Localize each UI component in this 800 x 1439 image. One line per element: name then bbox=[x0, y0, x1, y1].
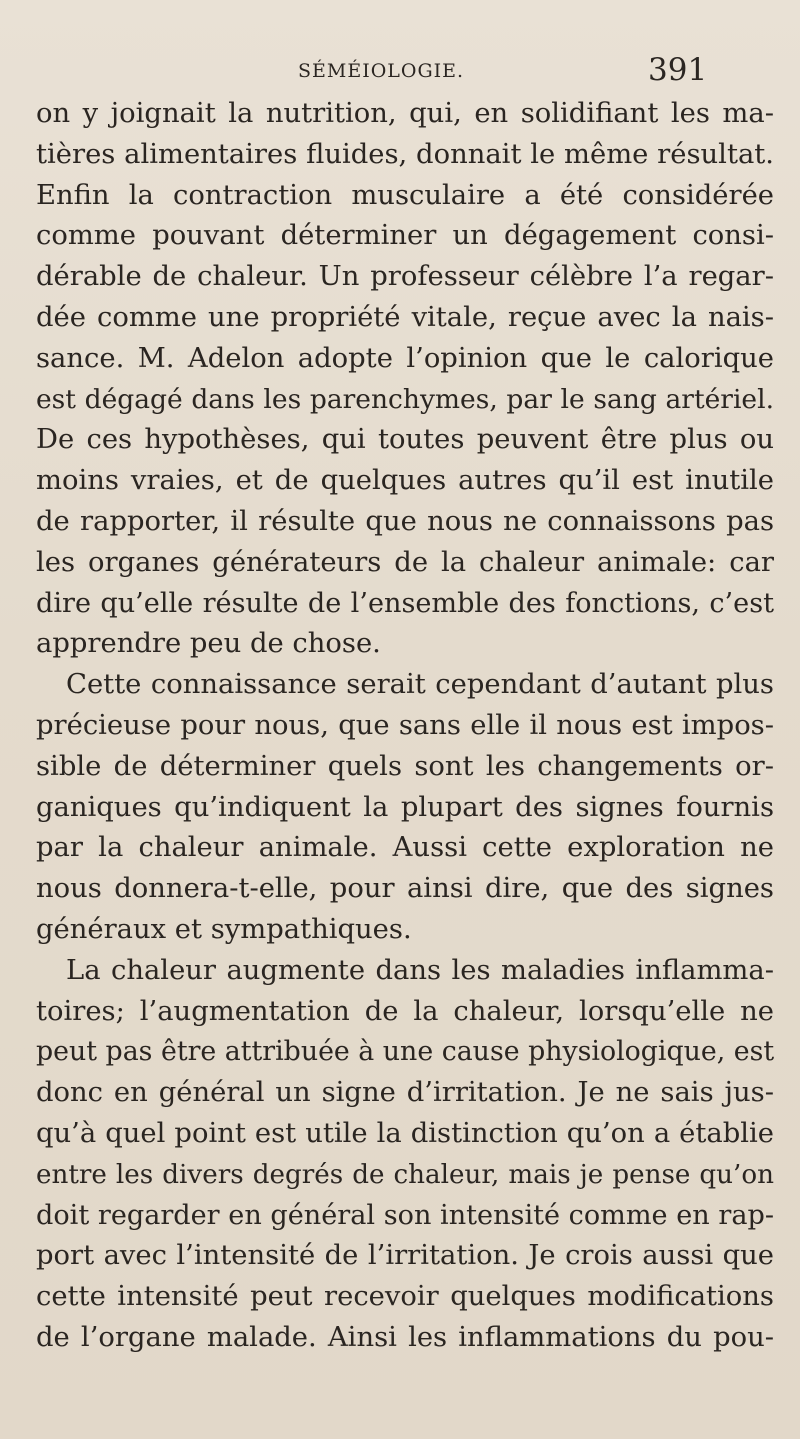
body-text bbox=[36, 94, 774, 1359]
text-line: par la chaleur animale. Aussi cette exploration ne bbox=[36, 832, 774, 864]
text-line: peut pas être attribuée à une cause physiologique, est bbox=[36, 1036, 775, 1068]
text-line: dire qu’elle résulte de l’ensemble des fonctions, c’est bbox=[36, 587, 774, 619]
text-line: est dégagé dans les parenchymes, par le sang artériel. bbox=[36, 383, 774, 415]
text-line: De ces hypothèses, qui toutes peuvent être plus ou bbox=[36, 424, 774, 456]
text-line: de l’organe malade. Ainsi les inflammations du pou- bbox=[36, 1321, 774, 1353]
text-line: entre les divers degrés de chaleur, mais je pense qu’on bbox=[36, 1159, 774, 1190]
text-line: sance. M. Adelon adopte l’opinion que le calorique bbox=[36, 342, 774, 374]
running-head bbox=[0, 52, 800, 96]
text-line: dée comme une propriété vitale, reçue avec la nais- bbox=[36, 301, 774, 333]
text-line: toires; l’augmentation de la chaleur, lorsqu’elle ne bbox=[36, 995, 774, 1027]
running-head-title: SÉMÉIOLOGIE. bbox=[298, 60, 465, 82]
text-line: Cette connaissance serait cependant d’autant plus bbox=[66, 669, 774, 701]
text-line: les organes générateurs de la chaleur animale: car bbox=[36, 546, 774, 578]
text-line: précieuse pour nous, que sans elle il nous est impos- bbox=[36, 709, 774, 741]
text-line: Enfin la contraction musculaire a été considérée bbox=[36, 179, 774, 211]
text-line: dérable de chaleur. Un professeur célèbre l’a regar- bbox=[36, 261, 774, 293]
text-line: cette intensité peut recevoir quelques modifications bbox=[36, 1281, 774, 1313]
text-line: doit regarder en général son intensité comme en rap- bbox=[36, 1199, 774, 1231]
text-line: généraux et sympathiques. bbox=[36, 913, 412, 945]
text-line: on y joignait la nutrition, qui, en solidifiant les ma- bbox=[36, 98, 774, 129]
page-number: 391 bbox=[648, 52, 708, 88]
text-line: port avec l’intensité de l’irritation. Je crois aussi que bbox=[36, 1240, 774, 1272]
text-line: donc en général un signe d’irritation. Je ne sais jus- bbox=[36, 1077, 774, 1109]
text-line: nous donnera-t-elle, pour ainsi dire, que des signes bbox=[36, 873, 774, 905]
text-line: qu’à quel point est utile la distinction qu’on a établie bbox=[36, 1117, 774, 1149]
text-line: comme pouvant déterminer un dégagement consi- bbox=[36, 220, 774, 252]
text-line: La chaleur augmente dans les maladies inflamma- bbox=[66, 954, 774, 986]
text-line: apprendre peu de chose. bbox=[36, 628, 381, 660]
text-line: tières alimentaires fluides, donnait le même résultat. bbox=[36, 138, 774, 170]
text-line: ganiques qu’indiquent la plupart des signes fournis bbox=[36, 791, 774, 823]
text-line: de rapporter, il résulte que nous ne connaissons pas bbox=[36, 505, 774, 537]
text-line: moins vraies, et de quelques autres qu’il est inutile bbox=[36, 465, 774, 497]
text-line: sible de déterminer quels sont les changements or- bbox=[36, 750, 774, 782]
